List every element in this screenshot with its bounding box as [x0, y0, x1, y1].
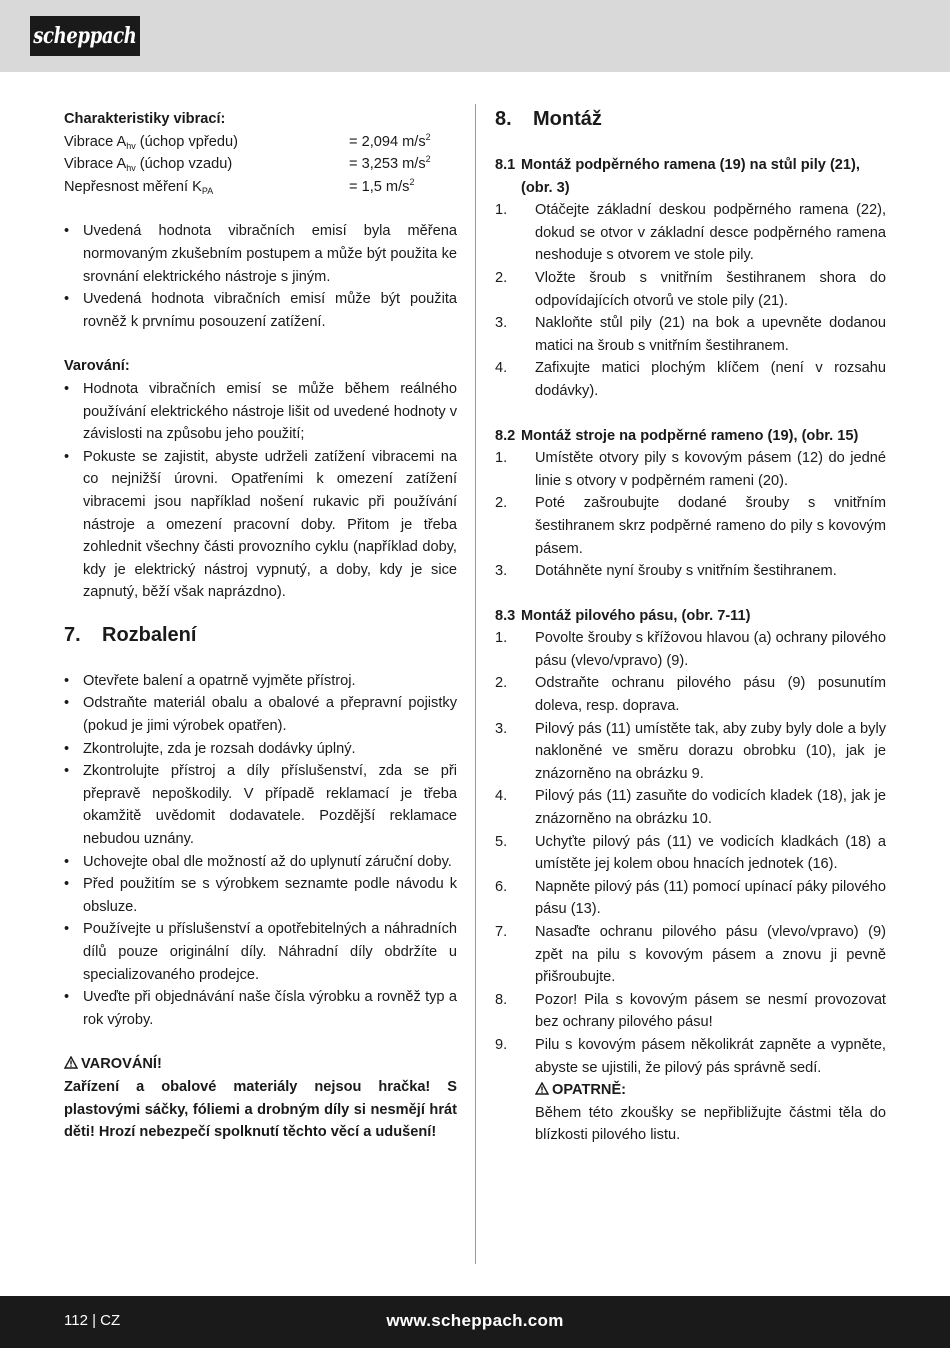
website-link[interactable]: www.scheppach.com [386, 1311, 564, 1330]
logo-text: scheppach [33, 22, 137, 49]
list-item: • Zkontrolujte přístroj a díly příslušenství, zda se při přepravě nepoškodily. V případě reklamací je třeba okamžitě uvědomit dodavatele. Pozdější reklamace nebudou uznány. [64, 760, 457, 850]
list-item: 4. Pilový pás (11) zasuňte do vodicích kladek (18), jak je znázorněno na obrázku 10. [495, 788, 886, 828]
section-8-title: 8. Montáž [495, 108, 602, 130]
footer-bar [0, 1296, 950, 1348]
list-item: • Hodnota vibračních emisí se může během reálného používání elektrického nástroje lišit od uvedené hodnoty v závislosti na způsobu jeho použití; [64, 378, 457, 446]
list-item: 2. Poté zašroubujte dodané šrouby s vnitřním šestihranem skrz podpěrné rameno do pily s kovovým pásem. [495, 495, 886, 557]
vibration-row [64, 153, 457, 176]
packaging-warning-title: VAROVÁNÍ! [64, 1053, 457, 1076]
warning-triangle-icon [64, 1056, 78, 1069]
list-item: 9. Pilu s kovovým pásem několikrát zapněte a vypněte, abyste se ujistili, že pilový pás správně sedí. [495, 1036, 886, 1076]
list-item: 6. Napněte pilový pás (11) pomocí upínací páky pilového pásu (13). [495, 878, 886, 918]
subsection-8-1-title: 8.1 Montáž podpěrného ramena (19) na stůl pily (21), (obr. 3) [495, 157, 860, 196]
warning-triangle-icon [535, 1082, 549, 1095]
subsection-8-2-title: 8.2 Montáž stroje na podpěrné rameno (19), (obr. 15) [495, 427, 859, 444]
list-item: • Uvedená hodnota vibračních emisí může být použita rovněž k prvnímu posouzení zatížení. [64, 288, 457, 333]
list-item: • Zkontrolujte, zda je rozsah dodávky úplný. [64, 738, 457, 761]
list-item: 1. Otáčejte základní deskou podpěrného ramena (22), dokud se otvor v základní desce podpěrného ramena neshoduje s otvorem ve stole pily. [495, 202, 886, 264]
list-item: 3. Nakloňte stůl pily (21) na bok a upevněte dodanou matici na šroub s vnitřním šestihranem. [495, 315, 886, 354]
list-item: • Odstraňte materiál obalu a obalové a přepravní pojistky (pokud je jimi výrobek opatřen). [64, 692, 457, 737]
steps-8-2 [495, 447, 886, 583]
unpacking-bullets [64, 670, 457, 1032]
vibration-table [64, 131, 457, 199]
column-divider [475, 104, 476, 1264]
steps-8-3 [495, 627, 886, 1079]
vibration-label: Vibrace $A_{hv}$ (úchop vpředu) [64, 133, 238, 151]
list-item: • Před použitím se s výrobkem seznamte podle návodu k obsluze. [64, 873, 457, 918]
vibration-row [64, 131, 457, 154]
section-7-title: 7. Rozbalení [64, 623, 197, 646]
vibration-label: Vibrace $A_{hv}$ (úchop vzadu) [64, 156, 233, 174]
list-item: 1. Umístěte otvory pily s kovovým pásem (12) do jedné linie s otvory v podpěrném rameni (20). [495, 450, 886, 489]
brand-logo [30, 16, 140, 56]
list-item: 3. Dotáhněte nyní šrouby s vnitřním šestihranem. [495, 563, 837, 580]
list-item: 7. Nasaďte ochranu pilového pásu (vlevo/vpravo) (9) zpět na pilu s kovovým pásem a znovu ji pevně přišroubujte. [495, 924, 886, 986]
list-item: • Pokuste se zajistit, abyste udrželi zatížení vibracemi na co nejnižší úrovni. Opatřeními k omezení zatížení vibracemi jsou například nošení rukavic při používání nástroje a omezení pracovní doby. Přitom je třeba zohlednit všechny části provozního cyklu (například doby, kdy je elektrický nástroj vypnutý, a doby, kdy je sice zapnutý, běží však naprázdno). [64, 446, 457, 604]
list-item: 5. Uchyťte pilový pás (11) ve vodicích kladkách (18) a umístěte jej kolem obou hnacích jednotek (16). [495, 833, 886, 873]
vibration-label: Nepřesnost měření $K_{PA}$ [64, 178, 214, 196]
vibration-value: = 2,094 $m/s^2$ [349, 131, 431, 150]
caution-block [495, 1079, 886, 1147]
vibration-bullets [64, 220, 457, 333]
list-item: 2. Vložte šroub s vnitřním šestihranem shora do odpovídajících otvorů ve stole pily (21). [495, 269, 886, 309]
list-item: 3. Pilový pás (11) umístěte tak, aby zuby byly dole a byly nakloněné ve směru dorazu obrobku (10), jak je znázorněno na obrázku 9. [495, 720, 886, 782]
caution-text: Během této zkoušky se nepřibližujte částmi těla do blízkosti pilového listu. [535, 1104, 886, 1144]
header-bar [0, 0, 950, 72]
list-item: 1. Povolte šrouby s křížovou hlavou (a) ochrany pilového pásu (vlevo/vpravo) (9). [495, 630, 886, 669]
list-item: • Uveďte při objednávání naše čísla výrobku a rovněž typ a rok výroby. [64, 986, 457, 1031]
list-item: • Používejte u příslušenství a opotřebitelných a náhradních dílů pouze originální díly. Náhradní díly obdržíte u specializovaného prodejce. [64, 918, 457, 986]
subsection-8-3-title: 8.3 Montáž pilového pásu, (obr. 7-11) [495, 607, 751, 624]
left-column [64, 108, 457, 1144]
vibration-value: = 3,253 $m/s^2$ [349, 154, 431, 173]
steps-8-1 [495, 199, 886, 402]
list-item: 4. Zafixujte matici plochým klíčem (není v rozsahu dodávky). [495, 360, 886, 399]
warning-vib-bullets [64, 378, 457, 604]
vibration-row [64, 176, 457, 199]
list-item: • Otevřete balení a opatrně vyjměte přístroj. [64, 670, 457, 693]
list-item: 2. Odstraňte ochranu pilového pásu (9) posunutím doleva, resp. doprava. [495, 675, 886, 715]
caution-title: OPATRNĚ: [535, 1079, 886, 1102]
vibration-heading: Charakteristiky vibrací: [64, 111, 226, 127]
page-number: 112 | CZ [64, 1312, 121, 1329]
vibration-value: = 1,5 $m/s^2$ [349, 176, 415, 195]
warning-vib-heading: Varování: [64, 358, 130, 375]
list-item: • Uvedená hodnota vibračních emisí byla měřena normovaným zkušebním postupem a může být použita ke srovnání elektrického nástroje s jiným. [64, 220, 457, 288]
list-item: • Uchovejte obal dle možností až do uplynutí záruční doby. [64, 851, 457, 874]
packaging-warning-text: Zařízení a obalové materiály nejsou hračka! S plastovými sáčky, fóliemi a drobným díly si nesmějí hrát děti! Hrozí nebezpečí spolknutí těchto věcí a udušení! [64, 1078, 457, 1141]
right-column [495, 108, 886, 1147]
list-item: 8. Pozor! Pila s kovovým pásem se nesmí provozovat bez ochrany pilového pásu! [495, 991, 886, 1031]
